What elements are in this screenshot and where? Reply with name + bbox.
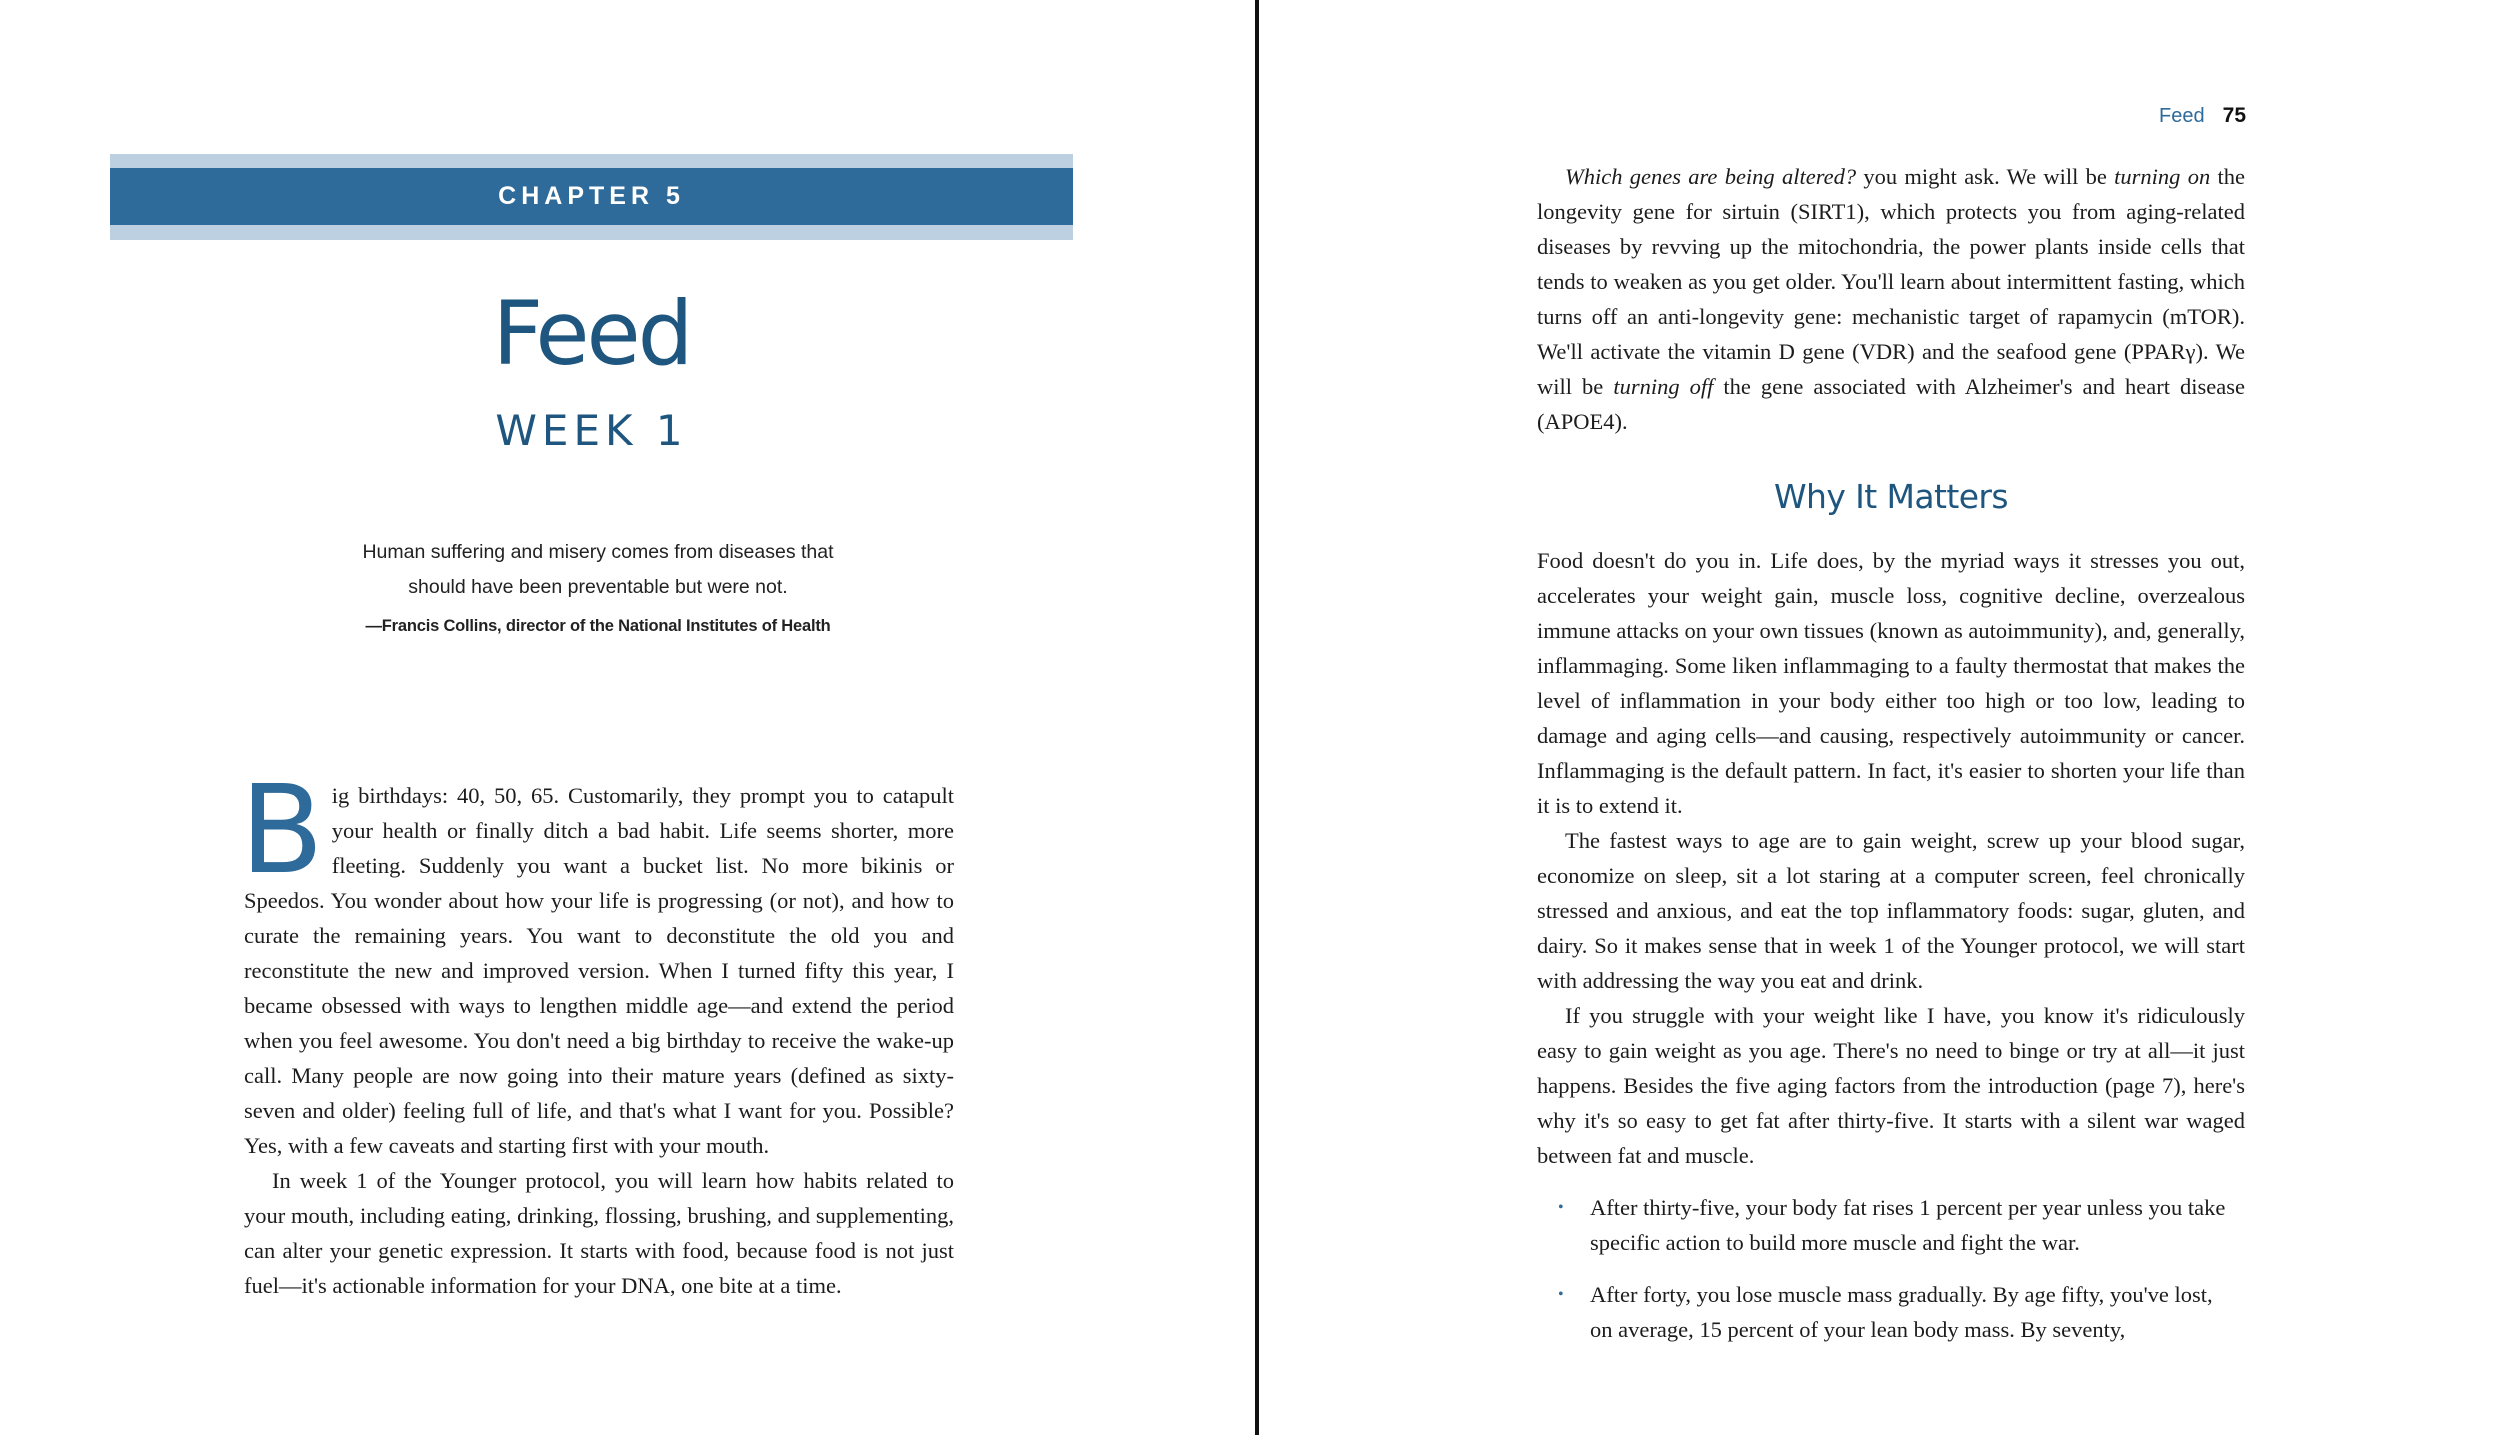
genes-question: Which genes are being altered? (1565, 164, 1857, 189)
running-head-title: Feed (2159, 105, 2205, 127)
turning-on-emphasis: turning on (2114, 164, 2211, 189)
paragraph-genes (1537, 159, 2245, 439)
genes-text-1: you might ask. We will be (1856, 164, 2115, 189)
section-heading: Why It Matters (1774, 477, 2008, 516)
epigraph-line-1: Human suffering and misery comes from diseases that (362, 541, 834, 563)
turning-off-emphasis: turning off (1613, 374, 1714, 399)
bullet-text: After thirty-five, your body fat rises 1 percent per year unless you take specific action to build more muscle and fight the war. (1590, 1195, 2226, 1255)
bullet-icon: • (1558, 1199, 1564, 1216)
left-body-text (240, 759, 954, 1303)
chapter-title: Feed (492, 282, 691, 385)
genes-text-3: the gene associated with Alzheimer's and heart disease (APOE4). (1537, 374, 2245, 434)
paragraph-fastest-ways: The fastest ways to age are to gain weight, screw up your blood sugar, economize on sleep, sit a lot staring at a computer screen, feel chronically stressed and anxious, and eat the top inflammatory foods: sugar, gluten, and dairy. So it makes sense that in week 1 of the Younger protocol, we will start with addressing the way you eat and drink. (1537, 828, 2245, 993)
epigraph (300, 535, 896, 605)
paragraph-opening-text: ig birthdays: 40, 50, 65. Customarily, they prompt you to catapult your health or finally ditch a bad habit. Life seems shorter, more fleeting. Suddenly you want a bucket list. No more bikinis or Speedos. You wonder about how your life is progressing (or not), and how to curate the remaining years. You want to deconstitute the old you and reconstitute the new and improved version. When I turned fifty this year, I became obsessed with ways to lengthen middle age—and extend the period when you feel awesome. You don't need a big birthday to receive the wake-up call. Many people are now going into their mature years (defined as sixty-seven and older) feeling full of life, and that's what I want for you. Possible? Yes, with a few caveats and starting first with your mouth. (244, 783, 954, 1158)
epigraph-line-2: should have been preventable but were not. (408, 576, 788, 598)
running-head (2159, 104, 2246, 128)
chapter-subtitle: WEEK 1 (495, 406, 688, 455)
bullet-icon: • (1558, 1286, 1564, 1303)
drop-cap: B (240, 759, 324, 901)
chapter-banner-bar (110, 168, 1073, 225)
bullet-list (1558, 1190, 2228, 1364)
list-item (1558, 1190, 2228, 1260)
paragraph-week1: In week 1 of the Younger protocol, you will learn how habits related to your mouth, including eating, drinking, flossing, brushing, and supplementing, can alter your genetic expression. It starts with food, because food is not just fuel—it's actionable information for your DNA, one bite at a time. (244, 1168, 954, 1298)
paragraph-opening (240, 759, 954, 1163)
paragraph-weight: If you struggle with your weight like I have, you know it's ridiculously easy to gain weight as you age. There's no need to binge or try at all—it just happens. Besides the five aging factors from the introduction (page 7), here's why it's so easy to get fat after thirty-five. It starts with a silent war waged between fat and muscle. (1537, 1003, 2245, 1168)
bullet-text: After forty, you lose muscle mass gradually. By age fifty, you've lost, on average, 15 percent of your lean body mass. By seventy, (1590, 1282, 2213, 1342)
genes-text-2: the longevity gene for sirtuin (SIRT1), which protects you from aging-related diseases by revving up the mitochondria, the power plants inside cells that tends to weaken as you get older. You'll learn about intermittent fasting, which turns off an anti-longevity gene: mechanistic target of rapamycin (mTOR). We'll activate the vitamin D gene (VDR) and the seafood gene (PPARγ). We will be (1537, 164, 2245, 399)
page-number: 75 (2222, 104, 2246, 127)
epigraph-attribution: —Francis Collins, director of the National Institutes of Health (365, 617, 831, 635)
chapter-banner (110, 154, 1073, 240)
list-item (1558, 1277, 2228, 1347)
chapter-label: CHAPTER 5 (498, 182, 685, 210)
right-intro-text (1537, 159, 2245, 439)
right-body-text (1537, 543, 2245, 1173)
paragraph-food: Food doesn't do you in. Life does, by the myriad ways it stresses you out, accelerates your weight gain, muscle loss, cognitive decline, overzealous immune attacks on your own tissues (known as autoimmunity), and, generally, inflammaging. Some liken inflammaging to a faulty thermostat that makes the level of inflammation in your body either too high or too low, leading to damage and aging cells—and causing, respectively autoimmunity or cancer. Inflammaging is the default pattern. In fact, it's easier to shorten your life than it is to extend it. (1537, 548, 2245, 818)
